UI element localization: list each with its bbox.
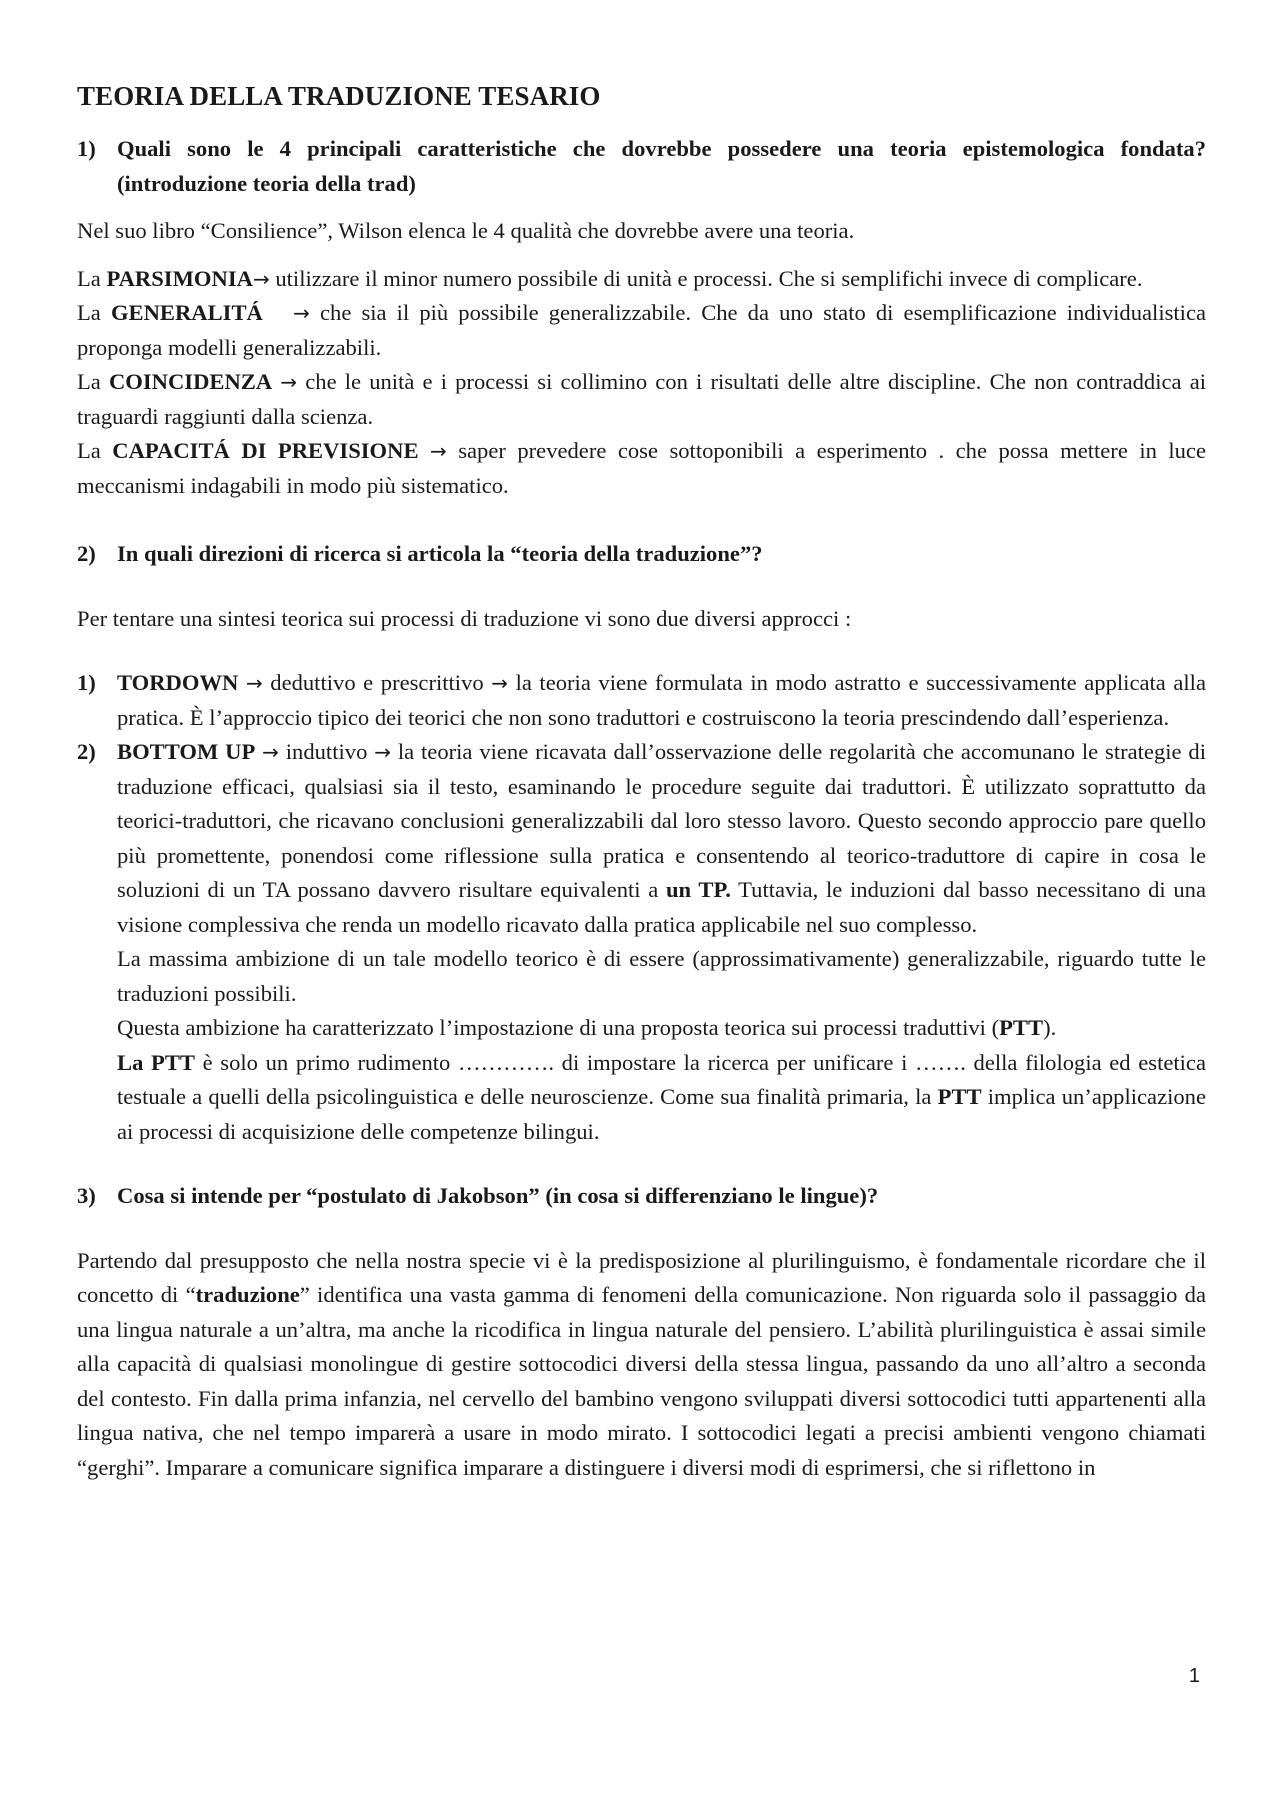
arrow-right-icon: → — [252, 266, 270, 291]
approach-bottomup: 2) BOTTOM UP → induttivo → la teoria viene ricavata dall’osservazione delle regolarità che accomunano le strategie di traduzione efficaci, qualsiasi sia il testo, esaminando le procedure seguite dai traduttori. È utilizzato soprattutto da teorici-traduttori, che ricavano conclusioni generalizzabili dal loro stesso lavoro. Questo secondo approccio pare quello più promettente, ponendosi come riflessione sulla pratica e consentendo al teorico-traduttore di capire in cosa le soluzioni di un TA possano davvero risultare equivalenti a un TP. Tuttavia, le induzioni dal basso necessitano di una visione complessiva che renda un modello ricavato dalla pratica applicabile nel suo complesso. — [77, 735, 1206, 942]
list-number: 1) — [77, 670, 96, 695]
term: PARSIMONIA — [106, 265, 253, 291]
question-1 — [77, 132, 1206, 201]
question-text: Cosa si intende per “postulato di Jakobson” (in cosa si differenziano le lingue)? — [117, 1183, 879, 1208]
term: GENERALITÁ — [110, 300, 263, 325]
arrow-right-icon: → — [293, 301, 310, 325]
arrow-right-icon: → — [262, 740, 279, 764]
q3-paragraph: Partendo dal presupposto che nella nostra specie vi è la predisposizione al plurilinguismo, è fondamentale ricordare che il concetto di “traduzione” identifica una vasta gamma di fenomeni della comunicazione. Non riguarda solo il passaggio da una lingua naturale a un’altra, ma anche la ricodifica in lingua naturale del pensiero. L’abilità plurilinguistica è assai simile alla capacità di qualsiasi monolingue di gestire sottocodici diversi della stessa lingua, passando da uno all’altro a seconda del contesto. Fin dalla prima infanzia, nel cervello del bambino vengono sviluppati diversi sottocodici tutti appartenenti alla lingua nativa, che nel tempo imparerà a usare in modo mirato. I sottocodici legati a precisi ambienti vengono chiamati “gerghi”. Imparare a comunicare significa imparare a distinguere i diversi modi di esprimersi, che si riflettono in — [77, 1247, 1206, 1480]
term: TORDOWN — [117, 670, 239, 695]
question-text: In quali direzioni di ricerca si articola la “teoria della traduzione”? — [117, 541, 763, 566]
arrow-right-icon: → — [245, 671, 263, 695]
term: BOTTOM UP — [117, 739, 256, 764]
q2-intro: Per tentare una sintesi teorica sui processi di traduzione vi sono due diversi approcci : — [77, 605, 852, 631]
approach-topdown: 1) TORDOWN → deduttivo e prescrittivo → la teoria viene formulata in modo astratto e successivamente applicata alla pratica. È l’approccio tipico dei teorici che non sono traduttori e costruiscono la teoria prescindendo dall’esperienza. — [77, 666, 1206, 735]
page-number: 1 — [1188, 1665, 1200, 1687]
arrow-right-icon: → — [280, 370, 298, 394]
q1-intro: Nel suo libro “Consilience”, Wilson elenca le 4 qualità che dovrebbe avere una teoria. — [77, 218, 855, 243]
q1-item-previsione: La CAPACITÁ DI PREVISIONE → saper prevedere cose sottoponibili a esperimento . che possa mettere in luce meccanismi indagabili in modo più sistematico. — [77, 438, 1206, 498]
question-3 — [77, 1179, 1206, 1214]
arrow-right-icon: → — [491, 671, 508, 695]
document-title: TEORIA DELLA TRADUZIONE TESARIO — [77, 81, 601, 111]
question-number: 3) — [77, 1183, 96, 1208]
q2-para-ambizione: La massima ambizione di un tale modello teorico è di essere (approssimativamente) generalizzabile, riguardo tutte le traduzioni possibili. — [117, 946, 1206, 1006]
q1-item-parsimonia: La PARSIMONIA→ utilizzare il minor numero possibile di unità e processi. Che si semplifichi invece di complicare. — [77, 265, 1143, 291]
question-text: Quali sono le 4 principali caratteristiche che dovrebbe possedere una teoria epistemologica fondata? (introduzione teoria della trad) — [117, 136, 1206, 196]
q1-item-coincidenza: La COINCIDENZA → che le unità e i processi si collimino con i risultati delle altre discipline. Che non contraddica ai traguardi raggiunti dalla scienza. — [77, 369, 1206, 429]
term: CAPACITÁ DI PREVISIONE — [112, 438, 419, 463]
q2-para-ptt: Questa ambizione ha caratterizzato l’impostazione di una proposta teorica sui processi traduttivi (PTT). — [117, 1015, 1057, 1040]
q1-item-generalita: La GENERALITÁ → che sia il più possibile generalizzabile. Che da uno stato di esemplificazione individualistica proponga modelli generalizzabili. — [77, 300, 1206, 360]
arrow-right-icon: → — [374, 740, 391, 764]
term: COINCIDENZA — [108, 369, 273, 394]
q2-para-rudimento: La PTT è solo un primo rudimento …………. di impostare la ricerca per unificare i ……. della filologia ed estetica testuale a quelli della psicolinguistica e delle neuroscienze. Come sua finalità primaria, la PTT implica un’applicazione ai processi di acquisizione delle competenze bilingui. — [117, 1049, 1206, 1144]
question-number: 1) — [77, 136, 96, 161]
arrow-right-icon: → — [429, 439, 447, 463]
question-2 — [77, 537, 1206, 572]
question-number: 2) — [77, 541, 96, 566]
list-number: 2) — [77, 739, 96, 764]
